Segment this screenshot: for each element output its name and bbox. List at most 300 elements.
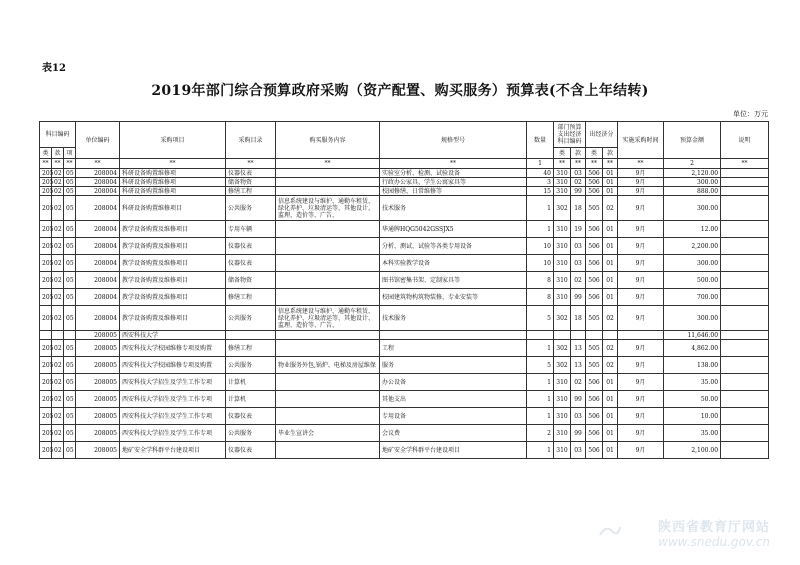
cell-quantity: 5 bbox=[527, 357, 554, 374]
table-row bbox=[40, 196, 769, 221]
cell-amount: 300.00 bbox=[664, 178, 721, 187]
cell-spec: 华通牌HQG5042GSSJX5 bbox=[380, 221, 527, 238]
cell-time: 9月 bbox=[618, 187, 664, 196]
cell-gov-class: 505 bbox=[586, 306, 603, 331]
marker-cell: ** bbox=[276, 159, 380, 169]
cell-catalog: 储备物资 bbox=[226, 178, 276, 187]
cell-dept-class: 310 bbox=[554, 221, 571, 238]
marker-cell: ** bbox=[554, 159, 571, 169]
cell-quantity: 10 bbox=[527, 255, 554, 272]
table-row bbox=[40, 340, 769, 357]
cell-section: 02 bbox=[52, 221, 64, 238]
marker-cell: ** bbox=[721, 159, 769, 169]
header-dept-class: 类 bbox=[554, 148, 571, 159]
cell-item: 05 bbox=[64, 442, 76, 459]
cell-catalog: 仪器仪表 bbox=[226, 169, 276, 178]
cell-time: 9月 bbox=[618, 357, 664, 374]
table-row bbox=[40, 169, 769, 178]
cell-gov-section: 01 bbox=[603, 391, 618, 408]
cell-note bbox=[721, 425, 769, 442]
cell-amount: 12.00 bbox=[664, 221, 721, 238]
cell-project: 西安科技大学 bbox=[120, 331, 226, 340]
cell-spec: 校园建筑物构筑物装修、专业安装等 bbox=[380, 289, 527, 306]
header-quantity: 数量 bbox=[527, 122, 554, 159]
cell-unit-code: 208005 bbox=[76, 374, 120, 391]
cell-service-content bbox=[276, 187, 380, 196]
cell-service-content bbox=[276, 272, 380, 289]
cell-quantity: 1 bbox=[527, 221, 554, 238]
cell-gov-section: 01 bbox=[603, 408, 618, 425]
cell-project: 科研设备购置维修项目 bbox=[120, 196, 226, 221]
cell-gov-class: 506 bbox=[586, 221, 603, 238]
table-body bbox=[40, 159, 769, 459]
cell-gov-class: 506 bbox=[586, 272, 603, 289]
header-gov-section: 款 bbox=[603, 148, 618, 159]
cell-time: 9月 bbox=[618, 169, 664, 178]
table-row bbox=[40, 272, 769, 289]
cell-unit-code: 208004 bbox=[76, 306, 120, 331]
cell-gov-class: 505 bbox=[586, 357, 603, 374]
cell-gov-section: 01 bbox=[603, 425, 618, 442]
cell-gov-class: 506 bbox=[586, 425, 603, 442]
cell-class: 205 bbox=[40, 169, 52, 178]
cell-quantity: 1 bbox=[527, 442, 554, 459]
cell-catalog bbox=[226, 331, 276, 340]
cell-dept-class: 302 bbox=[554, 306, 571, 331]
cell-unit-code: 208005 bbox=[76, 391, 120, 408]
table-row bbox=[40, 442, 769, 459]
cell-class: 205 bbox=[40, 357, 52, 374]
cell-time: 9月 bbox=[618, 306, 664, 331]
cell-gov-section: 01 bbox=[603, 272, 618, 289]
cell-class: 205 bbox=[40, 238, 52, 255]
cell-gov-section: 01 bbox=[603, 178, 618, 187]
cell-time bbox=[618, 331, 664, 340]
cell-dept-section: 02 bbox=[571, 272, 586, 289]
cell-quantity: 3 bbox=[527, 178, 554, 187]
cell-unit-code: 208005 bbox=[76, 408, 120, 425]
cell-amount: 300.00 bbox=[664, 255, 721, 272]
cell-note bbox=[721, 340, 769, 357]
header-class: 类 bbox=[40, 148, 52, 159]
cell-amount: 2,100.00 bbox=[664, 442, 721, 459]
cell-service-content bbox=[276, 391, 380, 408]
header-dept-section: 款 bbox=[571, 148, 586, 159]
cell-time: 9月 bbox=[618, 374, 664, 391]
table-row bbox=[40, 425, 769, 442]
page-title: 2019年部门综合预算政府采购（资产配置、购买服务）预算表(不含上年结转) bbox=[151, 83, 649, 99]
cell-project: 科研设备购置维修项 bbox=[120, 169, 226, 178]
cell-project: 西安科技大学招生及学生工作专项 bbox=[120, 408, 226, 425]
cell-note bbox=[721, 357, 769, 374]
cell-spec: 工程 bbox=[380, 340, 527, 357]
cell-dept-section: 02 bbox=[571, 374, 586, 391]
cell-amount: 10.00 bbox=[664, 408, 721, 425]
cell-note bbox=[721, 178, 769, 187]
cell-amount: 4,862.00 bbox=[664, 340, 721, 357]
cell-catalog: 计算机 bbox=[226, 374, 276, 391]
cell-item: 05 bbox=[64, 408, 76, 425]
cell-class: 205 bbox=[40, 391, 52, 408]
cell-item: 05 bbox=[64, 196, 76, 221]
cell-section: 02 bbox=[52, 340, 64, 357]
cell-quantity: 1 bbox=[527, 374, 554, 391]
cell-quantity: 1 bbox=[527, 391, 554, 408]
cell-section: 02 bbox=[52, 408, 64, 425]
cell-gov-class: 506 bbox=[586, 391, 603, 408]
cell-dept-class: 310 bbox=[554, 272, 571, 289]
cell-note bbox=[721, 187, 769, 196]
cell-unit-code: 208004 bbox=[76, 221, 120, 238]
marker-cell: 1 bbox=[527, 159, 554, 169]
marker-cell: ** bbox=[40, 159, 52, 169]
cell-dept-section: 13 bbox=[571, 357, 586, 374]
marker-cell: ** bbox=[380, 159, 527, 169]
cell-catalog: 计算机 bbox=[226, 391, 276, 408]
cell-amount: 700.00 bbox=[664, 289, 721, 306]
cell-spec: 其他支出 bbox=[380, 391, 527, 408]
cell-section bbox=[52, 331, 64, 340]
marker-cell: 2 bbox=[664, 159, 721, 169]
cell-time: 9月 bbox=[618, 255, 664, 272]
cell-gov-class: 506 bbox=[586, 187, 603, 196]
cell-time: 9月 bbox=[618, 178, 664, 187]
cell-dept-section: 99 bbox=[571, 187, 586, 196]
cell-quantity: 8 bbox=[527, 289, 554, 306]
cell-note bbox=[721, 196, 769, 221]
cell-gov-section: 02 bbox=[603, 340, 618, 357]
header-gov-class: 类 bbox=[586, 148, 603, 159]
cell-project: 教学设备购置及维修项目 bbox=[120, 221, 226, 238]
cell-spec: 地矿安全学科群平台建设项目 bbox=[380, 442, 527, 459]
cell-catalog: 仪器仪表 bbox=[226, 238, 276, 255]
cell-project: 西安科技大学招生及学生工作专项 bbox=[120, 425, 226, 442]
cell-catalog: 公共服务 bbox=[226, 357, 276, 374]
cell-note bbox=[721, 374, 769, 391]
cell-project: 科研设备购置维修项 bbox=[120, 178, 226, 187]
cell-spec: 图书馆密集书架、定制家具等 bbox=[380, 272, 527, 289]
cell-item: 05 bbox=[64, 178, 76, 187]
header-subject-code: 科目编码 bbox=[40, 122, 76, 148]
cell-quantity bbox=[527, 331, 554, 340]
header-spec: 规格型号 bbox=[380, 122, 527, 159]
cell-time: 9月 bbox=[618, 238, 664, 255]
cell-service-content bbox=[276, 178, 380, 187]
cell-dept-class: 310 bbox=[554, 169, 571, 178]
cell-gov-class: 506 bbox=[586, 442, 603, 459]
cell-dept-section: 99 bbox=[571, 425, 586, 442]
marker-cell: ** bbox=[226, 159, 276, 169]
cell-section: 02 bbox=[52, 255, 64, 272]
cell-unit-code: 208005 bbox=[76, 331, 120, 340]
cell-project: 西安科技大学招生及学生工作专项 bbox=[120, 374, 226, 391]
cell-quantity: 40 bbox=[527, 169, 554, 178]
watermark-logo-icon bbox=[598, 523, 622, 539]
cell-spec: 分析、测试、试验等各类专用设备 bbox=[380, 238, 527, 255]
cell-dept-section: 02 bbox=[571, 178, 586, 187]
cell-gov-section: 01 bbox=[603, 255, 618, 272]
cell-item: 05 bbox=[64, 374, 76, 391]
cell-gov-class: 505 bbox=[586, 340, 603, 357]
cell-spec bbox=[380, 331, 527, 340]
cell-unit-code: 208005 bbox=[76, 357, 120, 374]
cell-spec: 实验室分析、检测、试验设备 bbox=[380, 169, 527, 178]
cell-project: 教学设备购置及维修项目 bbox=[120, 255, 226, 272]
cell-item: 05 bbox=[64, 169, 76, 178]
cell-unit-code: 208005 bbox=[76, 425, 120, 442]
header-catalog: 采购目录 bbox=[226, 122, 276, 159]
cell-service-content bbox=[276, 169, 380, 178]
cell-dept-section: 03 bbox=[571, 442, 586, 459]
cell-service-content bbox=[276, 238, 380, 255]
cell-service-content bbox=[276, 255, 380, 272]
cell-section: 02 bbox=[52, 374, 64, 391]
cell-section: 02 bbox=[52, 169, 64, 178]
table-row bbox=[40, 178, 769, 187]
cell-section: 02 bbox=[52, 357, 64, 374]
cell-dept-class bbox=[554, 331, 571, 340]
marker-cell: ** bbox=[64, 159, 76, 169]
cell-class: 205 bbox=[40, 289, 52, 306]
cell-item: 05 bbox=[64, 187, 76, 196]
cell-section: 02 bbox=[52, 272, 64, 289]
cell-dept-class: 310 bbox=[554, 374, 571, 391]
header-amount: 预算金额 bbox=[664, 122, 721, 159]
cell-note bbox=[721, 306, 769, 331]
cell-unit-code: 208004 bbox=[76, 289, 120, 306]
cell-catalog: 仪器仪表 bbox=[226, 442, 276, 459]
marker-cell: ** bbox=[76, 159, 120, 169]
cell-amount: 138.00 bbox=[664, 357, 721, 374]
cell-class: 205 bbox=[40, 221, 52, 238]
cell-class: 205 bbox=[40, 255, 52, 272]
cell-time: 9月 bbox=[618, 391, 664, 408]
cell-catalog: 修缮工程 bbox=[226, 187, 276, 196]
cell-section: 02 bbox=[52, 425, 64, 442]
cell-class bbox=[40, 331, 52, 340]
cell-dept-section: 18 bbox=[571, 196, 586, 221]
cell-dept-section: 19 bbox=[571, 221, 586, 238]
cell-service-content bbox=[276, 408, 380, 425]
cell-section: 02 bbox=[52, 442, 64, 459]
cell-spec: 技术服务 bbox=[380, 196, 527, 221]
cell-class: 205 bbox=[40, 442, 52, 459]
cell-gov-class: 506 bbox=[586, 289, 603, 306]
cell-gov-section: 02 bbox=[603, 196, 618, 221]
cell-time: 9月 bbox=[618, 408, 664, 425]
cell-note bbox=[721, 221, 769, 238]
cell-section: 02 bbox=[52, 391, 64, 408]
cell-gov-class: 506 bbox=[586, 255, 603, 272]
cell-note bbox=[721, 442, 769, 459]
cell-item: 05 bbox=[64, 221, 76, 238]
cell-class: 205 bbox=[40, 272, 52, 289]
cell-item: 05 bbox=[64, 391, 76, 408]
cell-item: 05 bbox=[64, 289, 76, 306]
cell-gov-class: 506 bbox=[586, 178, 603, 187]
cell-unit-code: 208005 bbox=[76, 340, 120, 357]
cell-project: 西安科技大学招生及学生工作专项 bbox=[120, 391, 226, 408]
cell-spec: 会议费 bbox=[380, 425, 527, 442]
cell-service-content: 物业服务外包,锅炉、电梯及房屋维保 bbox=[276, 357, 380, 374]
cell-spec: 服务 bbox=[380, 357, 527, 374]
cell-time: 9月 bbox=[618, 425, 664, 442]
cell-dept-class: 310 bbox=[554, 289, 571, 306]
cell-amount: 35.00 bbox=[664, 425, 721, 442]
cell-dept-section: 03 bbox=[571, 169, 586, 178]
cell-quantity: 5 bbox=[527, 306, 554, 331]
cell-class: 205 bbox=[40, 408, 52, 425]
cell-unit-code: 208004 bbox=[76, 187, 120, 196]
cell-dept-class: 302 bbox=[554, 340, 571, 357]
cell-project: 地矿安全学科群平台建设项目 bbox=[120, 442, 226, 459]
table-row bbox=[40, 255, 769, 272]
unit-label: 单位：万元 bbox=[733, 110, 768, 118]
cell-time: 9月 bbox=[618, 221, 664, 238]
cell-section: 02 bbox=[52, 178, 64, 187]
cell-dept-class: 310 bbox=[554, 255, 571, 272]
cell-gov-section: 01 bbox=[603, 374, 618, 391]
cell-spec: 专用设备 bbox=[380, 408, 527, 425]
cell-unit-code: 208004 bbox=[76, 238, 120, 255]
header-note: 说明 bbox=[721, 122, 769, 159]
cell-amount: 300.00 bbox=[664, 196, 721, 221]
table-row bbox=[40, 391, 769, 408]
cell-item: 05 bbox=[64, 425, 76, 442]
table-number-label: 表12 bbox=[42, 63, 66, 74]
cell-dept-class: 310 bbox=[554, 442, 571, 459]
cell-catalog: 修缮工程 bbox=[226, 340, 276, 357]
cell-time: 9月 bbox=[618, 289, 664, 306]
cell-quantity: 1 bbox=[527, 196, 554, 221]
cell-note bbox=[721, 272, 769, 289]
cell-item: 05 bbox=[64, 238, 76, 255]
header-dept-econ: 部门预算支出经济科目编码 bbox=[554, 122, 586, 148]
cell-gov-class: 506 bbox=[586, 169, 603, 178]
header-section: 款 bbox=[52, 148, 64, 159]
cell-gov-class: 506 bbox=[586, 374, 603, 391]
cell-quantity: 1 bbox=[527, 408, 554, 425]
cell-spec: 办公设备 bbox=[380, 374, 527, 391]
cell-class: 205 bbox=[40, 178, 52, 187]
cell-spec: 行政办公家具、学生公寓家具等 bbox=[380, 178, 527, 187]
table-row bbox=[40, 238, 769, 255]
header-project: 采购项目 bbox=[120, 122, 226, 159]
cell-amount: 2,120.00 bbox=[664, 169, 721, 178]
marker-cell: ** bbox=[120, 159, 226, 169]
cell-amount: 888.00 bbox=[664, 187, 721, 196]
cell-time: 9月 bbox=[618, 272, 664, 289]
header-service-content: 购买服务内容 bbox=[276, 122, 380, 159]
cell-gov-class: 505 bbox=[586, 196, 603, 221]
cell-catalog: 公共服务 bbox=[226, 425, 276, 442]
cell-dept-class: 310 bbox=[554, 408, 571, 425]
header-gov-econ: 出经济分 bbox=[586, 122, 618, 148]
cell-project: 教学设备购置及维修项目 bbox=[120, 289, 226, 306]
cell-section: 02 bbox=[52, 306, 64, 331]
cell-project: 科研设备购置维修项 bbox=[120, 187, 226, 196]
table-row bbox=[40, 357, 769, 374]
cell-service-content bbox=[276, 442, 380, 459]
cell-item: 05 bbox=[64, 272, 76, 289]
watermark-site-name: 陕西省教育厅网站 bbox=[657, 520, 770, 535]
cell-dept-class: 302 bbox=[554, 196, 571, 221]
marker-cell: ** bbox=[52, 159, 64, 169]
cell-service-content bbox=[276, 340, 380, 357]
cell-dept-section: 03 bbox=[571, 255, 586, 272]
marker-cell: ** bbox=[571, 159, 586, 169]
table-row bbox=[40, 221, 769, 238]
cell-dept-section: 13 bbox=[571, 340, 586, 357]
cell-dept-section: 03 bbox=[571, 238, 586, 255]
header-unit-code: 单位编码 bbox=[76, 122, 120, 159]
cell-spec: 本科实验教学设备 bbox=[380, 255, 527, 272]
cell-unit-code: 208004 bbox=[76, 255, 120, 272]
cell-catalog: 公共服务 bbox=[226, 196, 276, 221]
cell-class: 205 bbox=[40, 340, 52, 357]
cell-service-content bbox=[276, 289, 380, 306]
table-row bbox=[40, 187, 769, 196]
table-row bbox=[40, 408, 769, 425]
cell-note bbox=[721, 169, 769, 178]
cell-class: 205 bbox=[40, 196, 52, 221]
marker-row bbox=[40, 159, 769, 169]
cell-spec: 技术服务 bbox=[380, 306, 527, 331]
cell-section: 02 bbox=[52, 196, 64, 221]
cell-section: 02 bbox=[52, 238, 64, 255]
header-time: 实施采购时间 bbox=[618, 122, 664, 159]
cell-project: 教学设备购置及维修项目 bbox=[120, 306, 226, 331]
cell-project: 西安科技大学校园维修专项及购置 bbox=[120, 340, 226, 357]
cell-note bbox=[721, 331, 769, 340]
cell-quantity: 8 bbox=[527, 272, 554, 289]
cell-amount: 50.00 bbox=[664, 391, 721, 408]
cell-amount: 35.00 bbox=[664, 374, 721, 391]
cell-amount: 2,200.00 bbox=[664, 238, 721, 255]
cell-time: 9月 bbox=[618, 340, 664, 357]
cell-dept-section: 03 bbox=[571, 408, 586, 425]
cell-unit-code: 208004 bbox=[76, 169, 120, 178]
watermark bbox=[658, 516, 770, 549]
table-row bbox=[40, 306, 769, 331]
cell-amount: 300.00 bbox=[664, 306, 721, 331]
cell-catalog: 公共服务 bbox=[226, 306, 276, 331]
cell-note bbox=[721, 255, 769, 272]
cell-gov-section bbox=[603, 331, 618, 340]
cell-time: 9月 bbox=[618, 442, 664, 459]
cell-service-content: 毕业生宣讲会 bbox=[276, 425, 380, 442]
cell-amount: 500.00 bbox=[664, 272, 721, 289]
cell-dept-class: 310 bbox=[554, 178, 571, 187]
marker-cell: ** bbox=[603, 159, 618, 169]
cell-gov-class bbox=[586, 331, 603, 340]
cell-gov-section: 01 bbox=[603, 442, 618, 459]
cell-gov-class: 506 bbox=[586, 408, 603, 425]
cell-gov-section: 01 bbox=[603, 238, 618, 255]
cell-item: 05 bbox=[64, 340, 76, 357]
cell-gov-section: 01 bbox=[603, 187, 618, 196]
table-row bbox=[40, 289, 769, 306]
cell-quantity: 2 bbox=[527, 425, 554, 442]
cell-item: 05 bbox=[64, 255, 76, 272]
cell-gov-section: 01 bbox=[603, 169, 618, 178]
cell-class: 205 bbox=[40, 374, 52, 391]
cell-dept-section: 18 bbox=[571, 306, 586, 331]
cell-dept-class: 310 bbox=[554, 238, 571, 255]
cell-gov-section: 02 bbox=[603, 357, 618, 374]
cell-section: 02 bbox=[52, 187, 64, 196]
cell-quantity: 1 bbox=[527, 340, 554, 357]
